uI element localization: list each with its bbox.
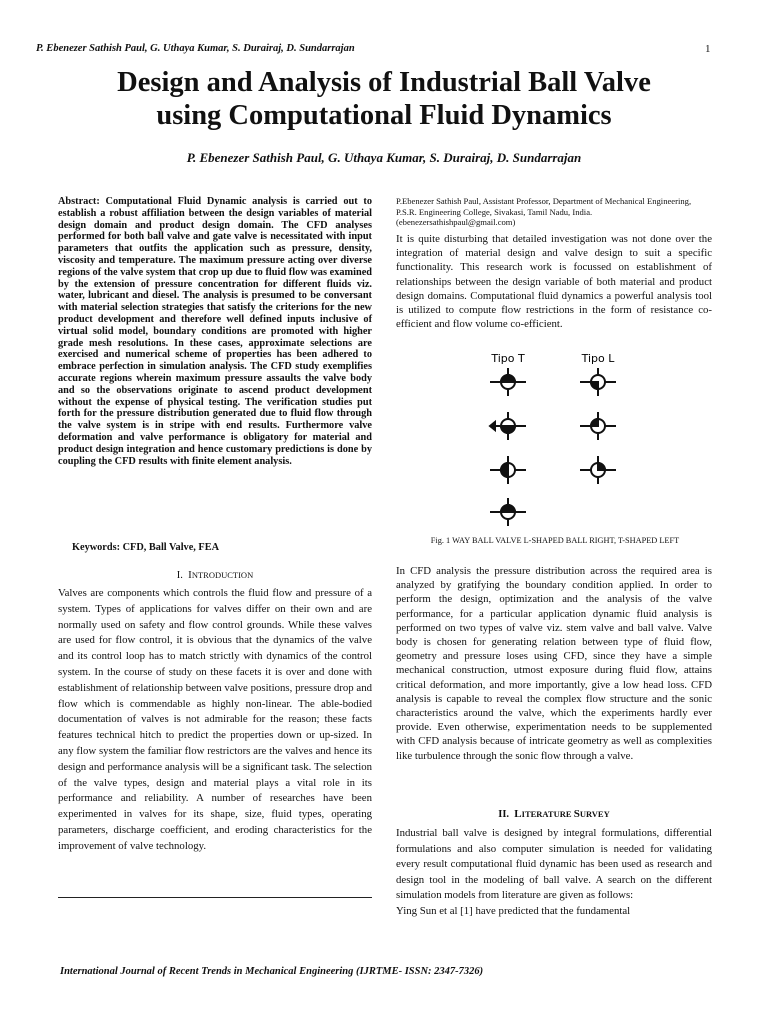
- keywords: Keywords: CFD, Ball Valve, FEA: [72, 542, 220, 553]
- author-list: P. Ebenezer Sathish Paul, G. Uthaya Kumar, S. Durairaj, D. Sundarrajan: [186, 150, 582, 165]
- column-divider-rule: [58, 897, 372, 898]
- l-valve-3-icon: [580, 456, 616, 484]
- t-valve-3-icon: [490, 456, 526, 484]
- section-number: I.: [176, 570, 183, 581]
- literature-continuation: Ying Sun et al [1] have predicted that the fundamental: [396, 904, 631, 917]
- figure-caption: Fig. 1 WAY BALL VALVE L-SHAPED BALL RIGHT, T-SHAPED LEFT: [430, 536, 680, 545]
- t-valve-4-icon: [490, 498, 526, 526]
- section-title-rest: NTRODUCTION: [191, 570, 254, 580]
- l-valve-2-icon: [580, 412, 616, 440]
- journal-footer: International Journal of Recent Trends in Mechanical Engineering (IJRTME- ISSN: 2347-7326): [60, 966, 484, 977]
- page-number: 1: [705, 43, 711, 55]
- section-title-rest: ITERATURE: [521, 809, 574, 819]
- section-initial: I: [188, 569, 192, 581]
- paragraph-motivation: It is quite disturbing that detailed investigation was not done over the integration of material design and valve design to suit a specific functionality. This research work is focussed on establishment of relationships between the design variable of both material and product design domains. Computational fluid dynamics a powerful analysis tool is utilized to compute flow restrictions in the form of resistance co-efficient and flow volume co-efficient.: [396, 233, 712, 331]
- title-line-1: Design and Analysis of Industrial Ball Valve: [117, 67, 651, 98]
- l-valve-1-icon: [580, 368, 616, 396]
- introduction-body: Valves are components which controls the fluid flow and pressure of a system. Types of applications for valves differ on their own and are normally used on safety and flow control grounds. While these valves are used for flow control, it is obvious that the dynamics of the valve and its control loop has to match strictly with dynamics of the control system. In the course of study on these facets it is over and done with establishment of relationship between valve positions, pressure drop and flow which is commendable as highly non-linear. The able-bodied documentation of valves is not admirable for the reason; these facts features technical hitch to predict the properties down or up-sized. In any flow system the familiar flow restrictors are the valves and hence its design and performance analysis will be a significant task. The selection of the valve types, design and material plays a vital role in its performance and reliability. A number of researches have been experimented in valves for its shape, size, fluid types, operating parameters, discharge coefficient, and eroding characteristics for the improvement of valve technology.: [58, 587, 372, 852]
- section-initial: L: [514, 808, 522, 820]
- section-title-rest-2: URVEY: [579, 809, 610, 819]
- t-valve-1-icon: [490, 368, 526, 396]
- author-affiliation: P.Ebenezer Sathish Paul, Assistant Professor, Department of Mechanical Engineering, P.S.R. Engineering College, Sivakasi, Tamil Nadu, India. (ebenezersathishpaul@gmail.com): [396, 196, 692, 227]
- section-heading-literature-survey: [396, 808, 712, 820]
- section-heading-introduction: [58, 569, 372, 581]
- running-head: P. Ebenezer Sathish Paul, G. Uthaya Kumar, S. Durairaj, D. Sundarrajan: [36, 43, 355, 54]
- paragraph-cfd-analysis: In CFD analysis the pressure distribution across the required area is analyzed by gratifying the boundary condition applied. In order to perform the design, optimization and the analysis of the valve performance, for a particular application dynamic fluid analysis is performed on two types of valve viz. stem valve and ball valve. Valve body is chosen for generating relation between type of fluid flow, geometry and pressure loses using CFD, since they have a simple mechanical construction, utmost exposure during fluid flow, attains critical deformation, and more importantly, give a low head loss. CFD analysis is capable to reveal the complex flow structure and the sonic characteristics around the valve, which the experiments hardly ever provide. Even otherwise, experimentation needs to be supplemented with CFD analysis because of intricate geometry as well as complexities like turbulence through the sonic flow through a valve.: [396, 565, 712, 762]
- literature-paragraph: Industrial ball valve is designed by integral formulations, differential formulations and also computer simulation is needed for validating every result computational fluid dynamic has been used as research and design tool in the modeling of ball valve. A search on the different simulation models from literature are given as follows:: [396, 827, 712, 902]
- literature-survey-body: [396, 826, 712, 920]
- section-number: II.: [498, 809, 510, 820]
- valve-figure: [470, 350, 650, 530]
- abstract: Abstract: Computational Fluid Dynamic analysis is carried out to establish a robust affiliation between the design variables of material design domain and product design domain. The CFD analyses performed for both ball valve and gate valve is necessitated with input parameters that outfits the application such as pressure, density, viscosity and temperature. The maximum pressure acting over diverse regions of the valve system that crop up due to fluid flow was examined by the extension of pressure concentration for different fluids viz. water, lubricant and diesel. The analysis is presumed to be conversant with material selection strategies that satisfy the criterions for the new product development and therefore well defined inputs inclusive of virtual solid model, boundary conditions are promoted with higher grade mesh resolutions. In these cases, approximate selections are exercised and numerical scheme of properties has been adhered to embrace perfection in simulation analysis. The CFD study exemplifies accurate regions wherein maximum pressure assaults the valve body and so the observations originate to ascend product development without the expense of physical testing. The verification studies put forth for the pressure distribution generated due to fluid flow through the valve system is in stripe with end results. Furthermore valve deformation and valve performance is obligatory for material and product design integration and hence customary predictions is done by coupling the CFD results with finite element analysis.: [58, 196, 372, 467]
- figure-label-tipo-t: Tipo T: [491, 352, 525, 365]
- figure-label-tipo-l: Tipo L: [581, 352, 615, 365]
- section-initial-2: S: [573, 808, 580, 820]
- t-valve-2-icon: [490, 412, 526, 440]
- title-line-2: using Computational Fluid Dynamics: [156, 100, 612, 131]
- paper-title: [40, 66, 728, 132]
